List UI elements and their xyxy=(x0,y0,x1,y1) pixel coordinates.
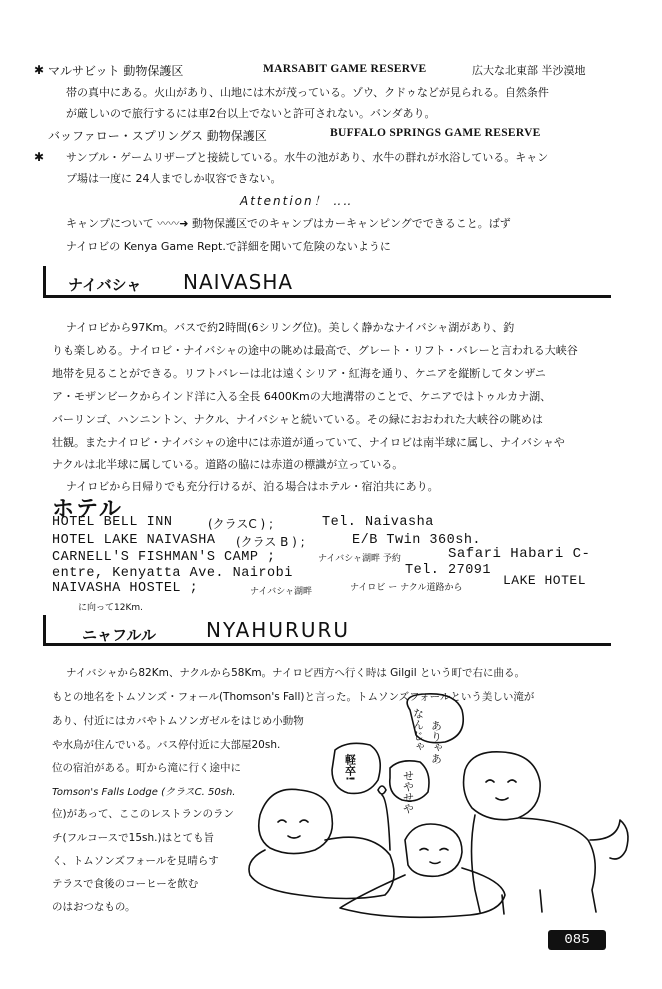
naivasha-jp-title: ナイバシャ xyxy=(68,276,142,294)
hotel3-tel: Tel. 27091 xyxy=(405,563,492,578)
hotel4-note1: ナイバシャ湖畔 xyxy=(250,587,313,597)
marsabit-en-name: MARSABIT GAME RESERVE xyxy=(263,63,427,75)
hotel-heading: ホテル xyxy=(52,497,123,522)
hotel1-class: (クラスC ) ; xyxy=(208,517,274,531)
hotel3-agent: Safari Habari C- xyxy=(448,546,591,562)
hotel1-tel: Tel. Naivasha xyxy=(322,515,434,530)
section-rule xyxy=(43,295,611,298)
naivasha-p6: 壮観。またナイロビ・ナイバシャの途中には赤道が通っていて、ナイロビは南半球に属し、ナイバシャや xyxy=(52,436,565,449)
marsabit-jp-name: マルサビット 動物保護区 xyxy=(48,64,184,78)
naivasha-p2: りも楽しめる。ナイロビ・ナイバシャの途中の眺めは最高で、グレート・リフト・バレーと言われる大峡谷 xyxy=(52,344,578,357)
hotel3-address: entre, Kenyatta Ave. Nairobi xyxy=(52,566,293,581)
nyahururu-l4: や水鳥が住んでいる。バス停付近に大部屋20sh. xyxy=(52,739,281,751)
hotel3-name: CARNELL'S FISHMAN'S CAMP ; xyxy=(52,550,276,565)
hotel1-name: HOTEL BELL INN xyxy=(52,515,173,530)
nyahururu-en-title: NYAHURURU xyxy=(206,618,351,642)
hotel4-tail: LAKE HOTEL xyxy=(503,573,587,588)
nyahururu-l1: ナイバシャから82Km、ナクルから58Km。ナイロビ西方へ行く時は Gilgil という町で右に曲る。 xyxy=(66,667,525,679)
nyahururu-jp-title: ニャフルル xyxy=(82,626,157,644)
nyahururu-l3: あり、付近にはカバやトムソンガゼルをはじめ小動物 xyxy=(52,715,304,727)
nyahururu-l5: 位の宿泊がある。町から滝に行く途中に xyxy=(52,762,241,774)
naivasha-p5: バーリンゴ、ハンニントン、ナクル、ナイバシャと続いている。その緑におおわれた大峡谷の眺めは xyxy=(52,413,543,426)
bullet-star: ✱ xyxy=(34,150,45,164)
hotel4-note2: ナイロビ ー ナクル道路から xyxy=(350,583,463,593)
naivasha-p3: 地帯を見ることができる。リフトバレーは北は遠くシリア・紅海を通り、ケニアを縦断してタンザニ xyxy=(52,367,546,380)
section-bracket-left xyxy=(43,266,46,296)
nyahururu-l10: テラスで食後のコーヒーを飲む xyxy=(52,878,199,890)
attention-line2: ナイロビの Kenya Game Rept.で詳細を聞いて危険のないように xyxy=(66,240,391,253)
attention-heading: Attention！ ‥‥ xyxy=(240,194,354,208)
page-number: 085 xyxy=(548,930,606,950)
hotel3-note: ナイバシャ湖畔 予約 xyxy=(318,554,401,564)
hotel2-rate: E/B Twin 360sh. xyxy=(352,533,482,548)
bubble-text: 軽卒! xyxy=(343,754,357,782)
naivasha-p4: ア・モザンビークからインド洋に入る全長 6400Kmの大地溝帯のことで、ケニアではトゥルカナ湖、 xyxy=(52,390,552,403)
buffalo-en-name: BUFFALO SPRINGS GAME RESERVE xyxy=(330,127,541,139)
buffalo-jp-name: バッファロー・スプリングス 動物保護区 xyxy=(48,129,267,143)
nyahururu-l2: もとの地名をトムソンズ・フォール(Thomson's Fall)と言った。トムソンズフォールという美しい滝が xyxy=(52,691,535,703)
naivasha-p7: ナクルは北半球に属している。道路の脇には赤道の標識が立っている。 xyxy=(52,458,404,471)
buffalo-line2: プ場は一度に 24人までしか収容できない。 xyxy=(66,172,282,185)
hotel4-line2: に向って12Km. xyxy=(78,603,143,613)
nyahururu-l11: のはおつなもの。 xyxy=(52,901,136,913)
naivasha-p8: ナイロビから日帰りでも充分行けるが、泊る場合はホテル・宿泊共にあり。 xyxy=(66,480,439,493)
attention-line1: キャンプについて 〰〰➜ 動物保護区でのキャンプはカーキャンピングでできること。ばず xyxy=(66,217,511,230)
nyahururu-l9: く、トムソンズフォールを見晴らす xyxy=(52,855,219,867)
naivasha-en-title: NAIVASHA xyxy=(183,270,294,294)
marsabit-line2: 帯の真中にある。火山があり、山地には木が茂っている。ゾウ、クドゥなどが見られる。自然条件 xyxy=(66,86,549,99)
bubble-text: せやせや xyxy=(401,770,415,814)
bubble-text: ありゃあ xyxy=(429,720,443,764)
section-bracket-left xyxy=(43,615,46,645)
hotel2-name: HOTEL LAKE NAIVASHA xyxy=(52,533,216,548)
nyahururu-l6: Tomson's Falls Lodge (クラスC. 50sh. xyxy=(52,787,236,798)
nyahururu-l8: チ(フルコースで15sh.)はとても旨 xyxy=(52,832,215,844)
nyahururu-l7: 位)があって、ここのレストランのラン xyxy=(52,808,234,820)
bubble-text: なんじゃ xyxy=(411,708,425,752)
bullet-star: ✱ xyxy=(34,63,45,77)
hotel4-name: NAIVASHA HOSTEL ; xyxy=(52,581,199,596)
marsabit-line3: が厳しいので旅行するには車2台以上でないと許可されない。バンダあり。 xyxy=(66,107,436,120)
buffalo-line1: サンブル・ゲームリザーブと接続している。水牛の池があり、水牛の群れが水浴している。キャン xyxy=(66,151,549,164)
naivasha-p1: ナイロビから97Km。バスで約2時間(6シリング位)。美しく静かなナイバシャ湖があり、釣 xyxy=(66,321,515,334)
hotel2-class: (クラス B ) ; xyxy=(236,535,305,549)
marsabit-intro-tail: 広大な北東部 半沙漠地 xyxy=(472,64,586,77)
